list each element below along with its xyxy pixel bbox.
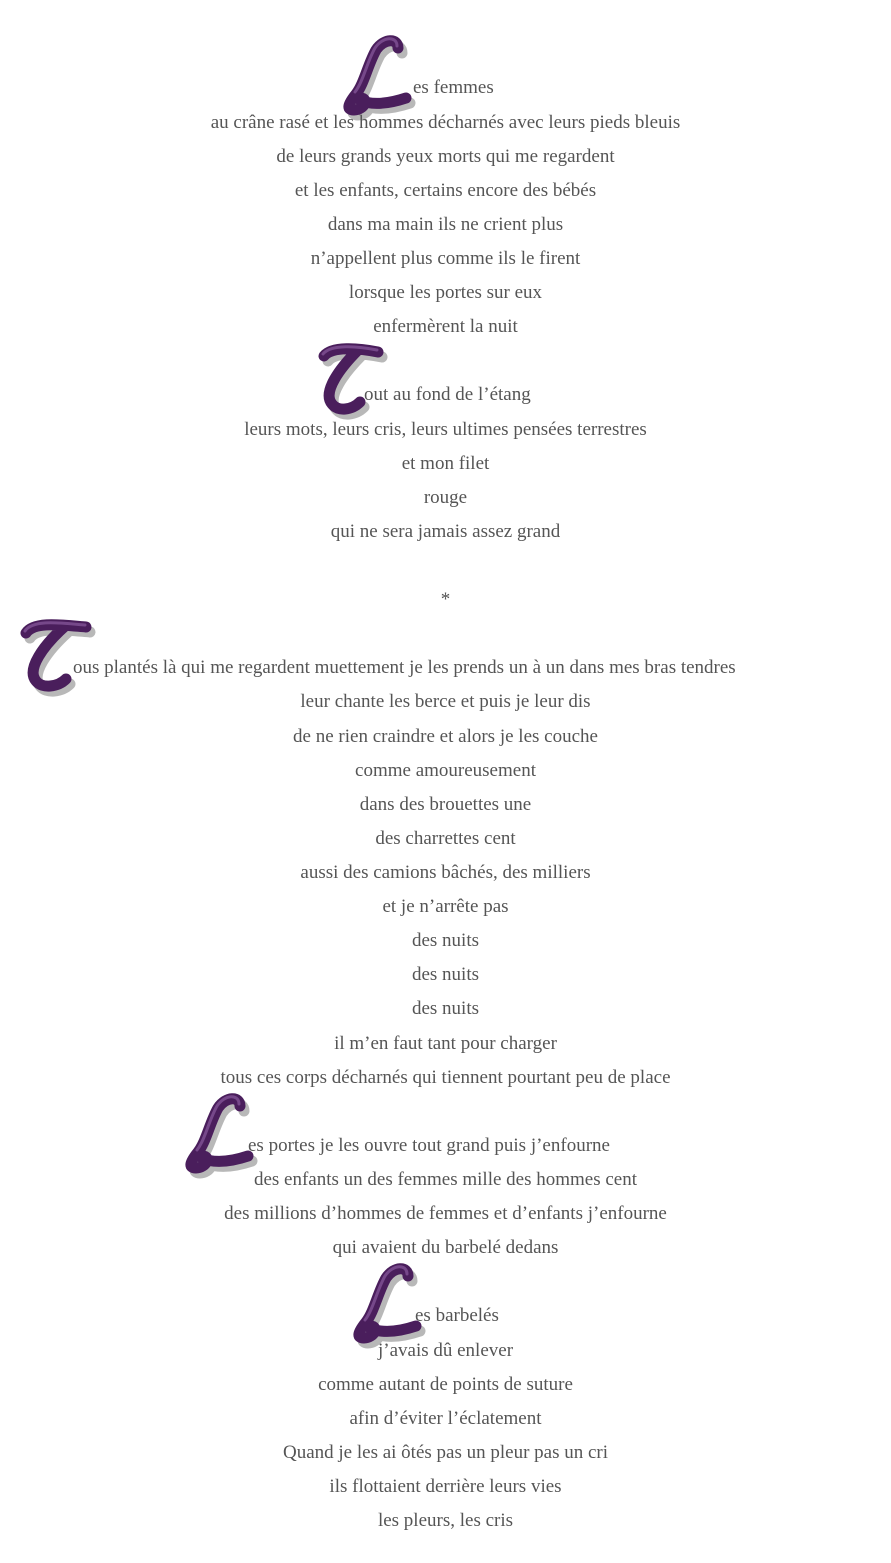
- stanza1-first-line: es femmes: [413, 77, 494, 98]
- dropcap-l: [182, 1094, 258, 1174]
- stanza3-line: de ne rien craindre et alors je les couche: [293, 726, 598, 747]
- stanza1-line: lorsque les portes sur eux: [348, 282, 543, 303]
- stanza4-first-line: es portes je les ouvre tout grand puis j’enfourne: [248, 1135, 610, 1156]
- stanza1-line: au crâne rasé et les hommes décharnés avec leurs pieds bleuis: [210, 112, 681, 133]
- stanza4-line: qui avaient du barbelé dedans: [332, 1237, 559, 1258]
- stanza1-line: n’appellent plus comme ils le firent: [310, 248, 581, 269]
- stanza3-line: leur chante les berce et puis je leur dis: [300, 691, 591, 712]
- stanza2-line: qui ne sera jamais assez grand: [330, 521, 561, 542]
- stanza3-line: dans des brouettes une: [359, 794, 532, 815]
- stanza-separator: *: [440, 589, 451, 610]
- stanza1-line: et les enfants, certains encore des bébés: [294, 180, 597, 201]
- stanza2-line: leurs mots, leurs cris, leurs ultimes pensées terrestres: [244, 419, 647, 440]
- stanza4-line: des enfants un des femmes mille des hommes cent: [253, 1169, 638, 1190]
- stanza3-line: des charrettes cent: [375, 828, 516, 849]
- stanza3-line: il m’en faut tant pour charger: [334, 1033, 557, 1054]
- stanza5-line: comme autant de points de suture: [318, 1374, 573, 1395]
- stanza3-line: aussi des camions bâchés, des milliers: [300, 862, 591, 883]
- stanza1-line: dans ma main ils ne crient plus: [327, 214, 564, 235]
- stanza1-line: de leurs grands yeux morts qui me regardent: [276, 146, 615, 167]
- stanza2-line: et mon filet: [401, 453, 490, 474]
- stanza3-line: comme amoureusement: [355, 760, 536, 781]
- stanza5-line: Quand je les ai ôtés pas un pleur pas un cri: [282, 1442, 609, 1463]
- stanza2-line: rouge: [423, 487, 468, 508]
- stanza5-first-line: es barbelés: [415, 1305, 499, 1326]
- stanza2-first-line: out au fond de l’étang: [364, 384, 531, 405]
- stanza5-line: j’avais dû enlever: [377, 1340, 514, 1361]
- stanza1-line: enfermèrent la nuit: [373, 316, 518, 337]
- stanza3-line: tous ces corps décharnés qui tiennent pourtant peu de place: [220, 1067, 671, 1088]
- stanza5-line: les pleurs, les cris: [377, 1510, 514, 1531]
- stanza3-first-line: ous plantés là qui me regardent muettement je les prends un à un dans mes bras tendres: [73, 657, 736, 678]
- stanza5-line: ils flottaient derrière leurs vies: [329, 1476, 562, 1497]
- stanza3-line: des nuits: [411, 930, 480, 951]
- stanza3-line: des nuits: [411, 998, 480, 1019]
- dropcap-l: [350, 1264, 426, 1344]
- stanza3-line: des nuits: [411, 964, 480, 985]
- stanza3-line: et je n’arrête pas: [382, 896, 509, 917]
- stanza5-line: afin d’éviter l’éclatement: [349, 1408, 542, 1429]
- dropcap-t: [318, 342, 388, 418]
- stanza4-line: des millions d’hommes de femmes et d’enfants j’enfourne: [224, 1203, 667, 1224]
- dropcap-l: [340, 36, 416, 116]
